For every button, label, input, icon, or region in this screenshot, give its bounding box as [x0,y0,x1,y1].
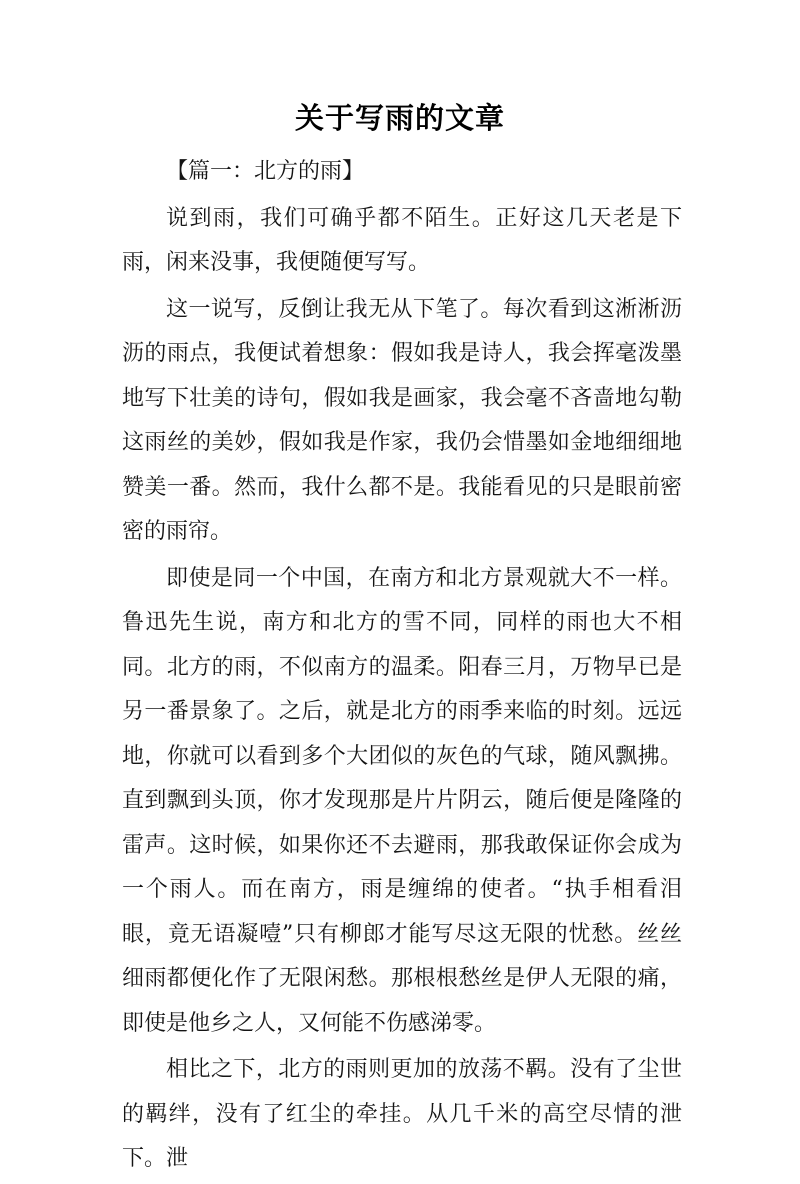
paragraph-3: 即使是同一个中国，在南方和北方景观就大不一样。鲁迅先生说，南方和北方的雪不同，同样的雨也大不相同。北方的雨，不似南方的温柔。阳春三月，万物早已是另一番景象了。之后，就是北方的雨季来临的时刻。远远地，你就可以看到多个大团似的灰色的气球，随风飘拂。直到飘到头顶，你才发现那是片片阴云，随后便是隆隆的雷声。这时候，如果你还不去避雨，那我敢保证你会成为一个雨人。而在南方，雨是缠绵的使者。“执手相看泪眼，竟无语凝噎”只有柳郎才能写尽这无限的忧愁。丝丝细雨都便化作了无限闲愁。那根根愁丝是伊人无限的痛，即使是他乡之人，又何能不伤感涕零。 [122,565,682,1036]
section-heading: 【篇一：北方的雨】 [166,159,365,184]
paragraph-4: 相比之下，北方的雨则更加的放荡不羁。没有了尘世的羁绊，没有了红尘的牵挂。从几千米的高空尽情的泄下。泄 [122,1057,682,1171]
paragraph-2: 这一说写，反倒让我无从下笔了。每次看到这淅淅沥沥的雨点，我便试着想象：假如我是诗人，我会挥毫泼墨地写下壮美的诗句，假如我是画家，我会毫不吝啬地勾勒这雨丝的美妙，假如我是作家，我仍会惜墨如金地细细地赞美一番。然而，我什么都不是。我能看见的只是眼前密密的雨帘。 [122,296,682,544]
paragraph-1: 说到雨，我们可确乎都不陌生。正好这几天老是下雨，闲来没事，我便随便写写。 [122,205,682,275]
document-body [122,150,682,1184]
document-title: 关于写雨的文章 [294,101,505,135]
